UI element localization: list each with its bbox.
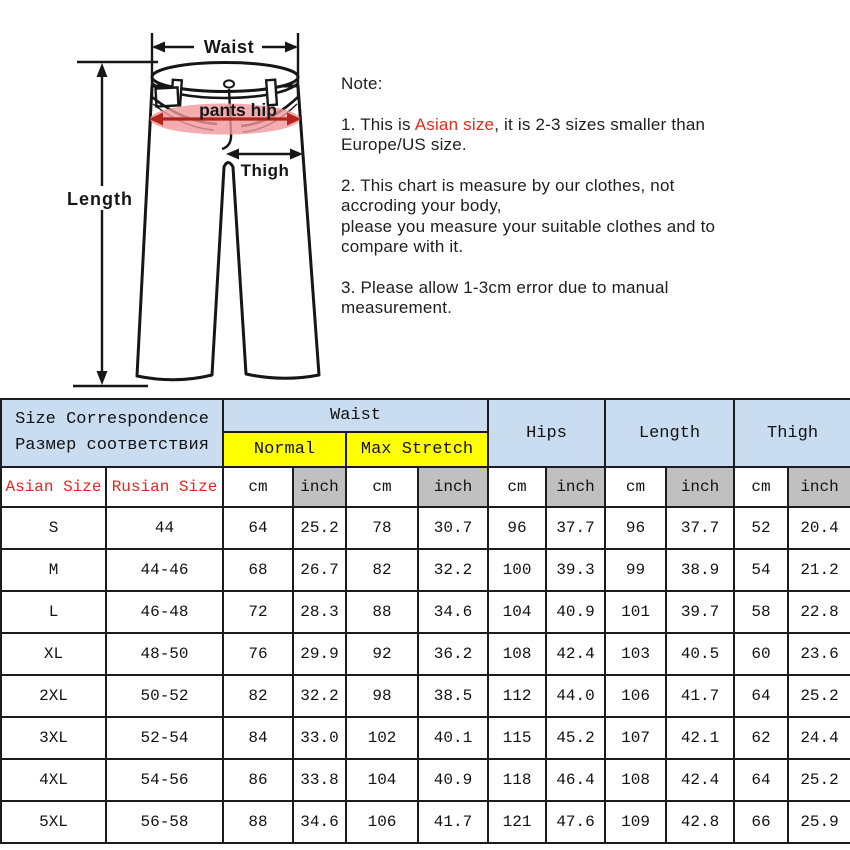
cell-waist-stretch-cm: 78 xyxy=(346,507,418,549)
table-row xyxy=(1,507,850,549)
table-row xyxy=(1,675,850,717)
cell-rusian-size: 44-46 xyxy=(106,549,223,591)
cell-asian-size: 2XL xyxy=(1,675,106,717)
note-item-2: 2. This chart is measure by our clothes, not accroding your body, please you measure your suitable clothes and to compare with it. xyxy=(341,175,716,256)
cell-length-cm: 109 xyxy=(605,801,666,843)
cell-waist-stretch-cm: 102 xyxy=(346,717,418,759)
size-correspondence-en: Size Correspondence xyxy=(15,410,209,429)
cell-thigh-cm: 62 xyxy=(734,717,788,759)
thigh-cm-header: cm xyxy=(734,467,788,507)
length-header: Length xyxy=(605,399,734,467)
cell-hips-cm: 100 xyxy=(488,549,546,591)
waist-arrowhead-left xyxy=(152,42,165,53)
cell-asian-size: XL xyxy=(1,633,106,675)
cell-waist-stretch-inch: 38.5 xyxy=(418,675,488,717)
cell-asian-size: S xyxy=(1,507,106,549)
cell-hips-cm: 121 xyxy=(488,801,546,843)
table-row xyxy=(1,549,850,591)
waist-stretch-cm-header: cm xyxy=(346,467,418,507)
cell-waist-normal-inch: 33.0 xyxy=(293,717,346,759)
cell-waist-stretch-inch: 36.2 xyxy=(418,633,488,675)
cell-waist-normal-cm: 86 xyxy=(223,759,293,801)
top-section xyxy=(0,0,850,398)
cell-rusian-size: 52-54 xyxy=(106,717,223,759)
cell-length-cm: 106 xyxy=(605,675,666,717)
cell-length-inch: 38.9 xyxy=(666,549,734,591)
cell-asian-size: M xyxy=(1,549,106,591)
cell-length-inch: 40.5 xyxy=(666,633,734,675)
waist-arrowhead-right xyxy=(285,42,298,53)
cell-length-cm: 99 xyxy=(605,549,666,591)
cell-length-cm: 107 xyxy=(605,717,666,759)
cell-waist-normal-cm: 76 xyxy=(223,633,293,675)
cell-hips-cm: 108 xyxy=(488,633,546,675)
note-1-pre: 1. This is xyxy=(341,114,415,134)
note-item-3: 3. Please allow 1-3cm error due to manual measurement. xyxy=(341,277,669,317)
cell-thigh-cm: 54 xyxy=(734,549,788,591)
cell-hips-inch: 37.7 xyxy=(546,507,605,549)
cell-asian-size: 4XL xyxy=(1,759,106,801)
cell-thigh-cm: 60 xyxy=(734,633,788,675)
cell-waist-stretch-inch: 30.7 xyxy=(418,507,488,549)
table-row xyxy=(1,759,850,801)
cell-length-inch: 42.4 xyxy=(666,759,734,801)
cell-thigh-inch: 23.6 xyxy=(788,633,850,675)
cell-rusian-size: 50-52 xyxy=(106,675,223,717)
hips-inch-header: inch xyxy=(546,467,605,507)
waist-normal-inch-header: inch xyxy=(293,467,346,507)
cell-asian-size: 5XL xyxy=(1,801,106,843)
cell-rusian-size: 44 xyxy=(106,507,223,549)
cell-waist-stretch-cm: 82 xyxy=(346,549,418,591)
cell-waist-stretch-inch: 40.9 xyxy=(418,759,488,801)
cell-length-inch: 39.7 xyxy=(666,591,734,633)
size-table-body xyxy=(1,507,850,843)
size-table xyxy=(0,398,850,844)
cell-length-cm: 101 xyxy=(605,591,666,633)
cell-waist-stretch-cm: 106 xyxy=(346,801,418,843)
cell-hips-inch: 46.4 xyxy=(546,759,605,801)
cell-length-inch: 42.1 xyxy=(666,717,734,759)
cell-waist-normal-cm: 68 xyxy=(223,549,293,591)
cell-thigh-inch: 24.4 xyxy=(788,717,850,759)
cell-hips-inch: 47.6 xyxy=(546,801,605,843)
cell-thigh-inch: 25.2 xyxy=(788,675,850,717)
thigh-label: Thigh xyxy=(240,161,290,180)
cell-thigh-inch: 25.2 xyxy=(788,759,850,801)
cell-length-inch: 37.7 xyxy=(666,507,734,549)
cell-rusian-size: 56-58 xyxy=(106,801,223,843)
cell-waist-stretch-cm: 104 xyxy=(346,759,418,801)
cell-thigh-inch: 25.9 xyxy=(788,801,850,843)
length-inch-header: inch xyxy=(666,467,734,507)
cell-waist-normal-inch: 29.9 xyxy=(293,633,346,675)
waist-normal-cm-header: cm xyxy=(223,467,293,507)
cell-thigh-cm: 64 xyxy=(734,675,788,717)
thigh-inch-header: inch xyxy=(788,467,850,507)
cell-rusian-size: 46-48 xyxy=(106,591,223,633)
cell-length-inch: 41.7 xyxy=(666,675,734,717)
length-label: Length xyxy=(67,189,133,209)
cell-waist-normal-inch: 26.7 xyxy=(293,549,346,591)
cell-hips-inch: 44.0 xyxy=(546,675,605,717)
cell-hips-cm: 118 xyxy=(488,759,546,801)
cell-length-inch: 42.8 xyxy=(666,801,734,843)
cell-thigh-inch: 21.2 xyxy=(788,549,850,591)
table-row xyxy=(1,591,850,633)
cell-waist-stretch-inch: 41.7 xyxy=(418,801,488,843)
cell-hips-inch: 40.9 xyxy=(546,591,605,633)
cell-hips-cm: 112 xyxy=(488,675,546,717)
hips-header: Hips xyxy=(488,399,605,467)
cell-waist-normal-cm: 72 xyxy=(223,591,293,633)
cell-asian-size: 3XL xyxy=(1,717,106,759)
note-title: Note: xyxy=(341,74,383,93)
cell-hips-inch: 45.2 xyxy=(546,717,605,759)
cell-thigh-cm: 52 xyxy=(734,507,788,549)
thigh-header: Thigh xyxy=(734,399,850,467)
cell-waist-normal-inch: 34.6 xyxy=(293,801,346,843)
cell-waist-stretch-inch: 40.1 xyxy=(418,717,488,759)
asian-size-highlight: Asian size xyxy=(414,114,495,134)
table-row xyxy=(1,717,850,759)
cell-waist-stretch-inch: 34.6 xyxy=(418,591,488,633)
cell-waist-normal-inch: 28.3 xyxy=(293,591,346,633)
cell-thigh-inch: 20.4 xyxy=(788,507,850,549)
length-cm-header: cm xyxy=(605,467,666,507)
cell-length-cm: 108 xyxy=(605,759,666,801)
cell-waist-stretch-cm: 98 xyxy=(346,675,418,717)
cell-waist-normal-inch: 33.8 xyxy=(293,759,346,801)
cell-hips-inch: 42.4 xyxy=(546,633,605,675)
cell-hips-cm: 96 xyxy=(488,507,546,549)
cell-waist-normal-cm: 64 xyxy=(223,507,293,549)
pants-hip-label: pants hip xyxy=(199,100,277,120)
table-row xyxy=(1,633,850,675)
cell-waist-stretch-cm: 88 xyxy=(346,591,418,633)
rusian-size-header: Rusian Size xyxy=(106,467,223,507)
cell-hips-inch: 39.3 xyxy=(546,549,605,591)
pants-measurement-diagram xyxy=(0,0,340,398)
cell-thigh-cm: 58 xyxy=(734,591,788,633)
cell-asian-size: L xyxy=(1,591,106,633)
cell-hips-cm: 104 xyxy=(488,591,546,633)
waist-button xyxy=(224,80,234,87)
length-arrowhead-bottom xyxy=(97,371,108,385)
cell-length-cm: 96 xyxy=(605,507,666,549)
cell-rusian-size: 48-50 xyxy=(106,633,223,675)
size-correspondence-ru: Размер соответствия xyxy=(15,436,209,455)
note-1-post: , it is 2-3 sizes smaller than xyxy=(494,114,706,134)
waist-max-stretch-header: Max Stretch xyxy=(346,432,488,467)
cell-waist-normal-cm: 82 xyxy=(223,675,293,717)
hips-cm-header: cm xyxy=(488,467,546,507)
cell-waist-normal-cm: 84 xyxy=(223,717,293,759)
cell-thigh-cm: 64 xyxy=(734,759,788,801)
cell-hips-cm: 115 xyxy=(488,717,546,759)
cell-rusian-size: 54-56 xyxy=(106,759,223,801)
cell-thigh-inch: 22.8 xyxy=(788,591,850,633)
waist-label: Waist xyxy=(203,37,255,57)
cell-length-cm: 103 xyxy=(605,633,666,675)
cell-waist-stretch-cm: 92 xyxy=(346,633,418,675)
cell-waist-normal-inch: 32.2 xyxy=(293,675,346,717)
size-correspondence-header xyxy=(1,399,223,467)
cell-waist-normal-cm: 88 xyxy=(223,801,293,843)
note-item-1 xyxy=(341,115,807,156)
asian-size-header: Asian Size xyxy=(1,467,106,507)
table-row xyxy=(1,801,850,843)
note-1-line2: Europe/US size. xyxy=(341,135,467,154)
waist-header: Waist xyxy=(223,399,488,432)
note-section xyxy=(341,74,807,339)
cell-thigh-cm: 66 xyxy=(734,801,788,843)
cell-waist-normal-inch: 25.2 xyxy=(293,507,346,549)
waist-normal-header: Normal xyxy=(223,432,346,467)
waist-stretch-inch-header: inch xyxy=(418,467,488,507)
length-arrowhead-top xyxy=(97,63,108,77)
cell-waist-stretch-inch: 32.2 xyxy=(418,549,488,591)
